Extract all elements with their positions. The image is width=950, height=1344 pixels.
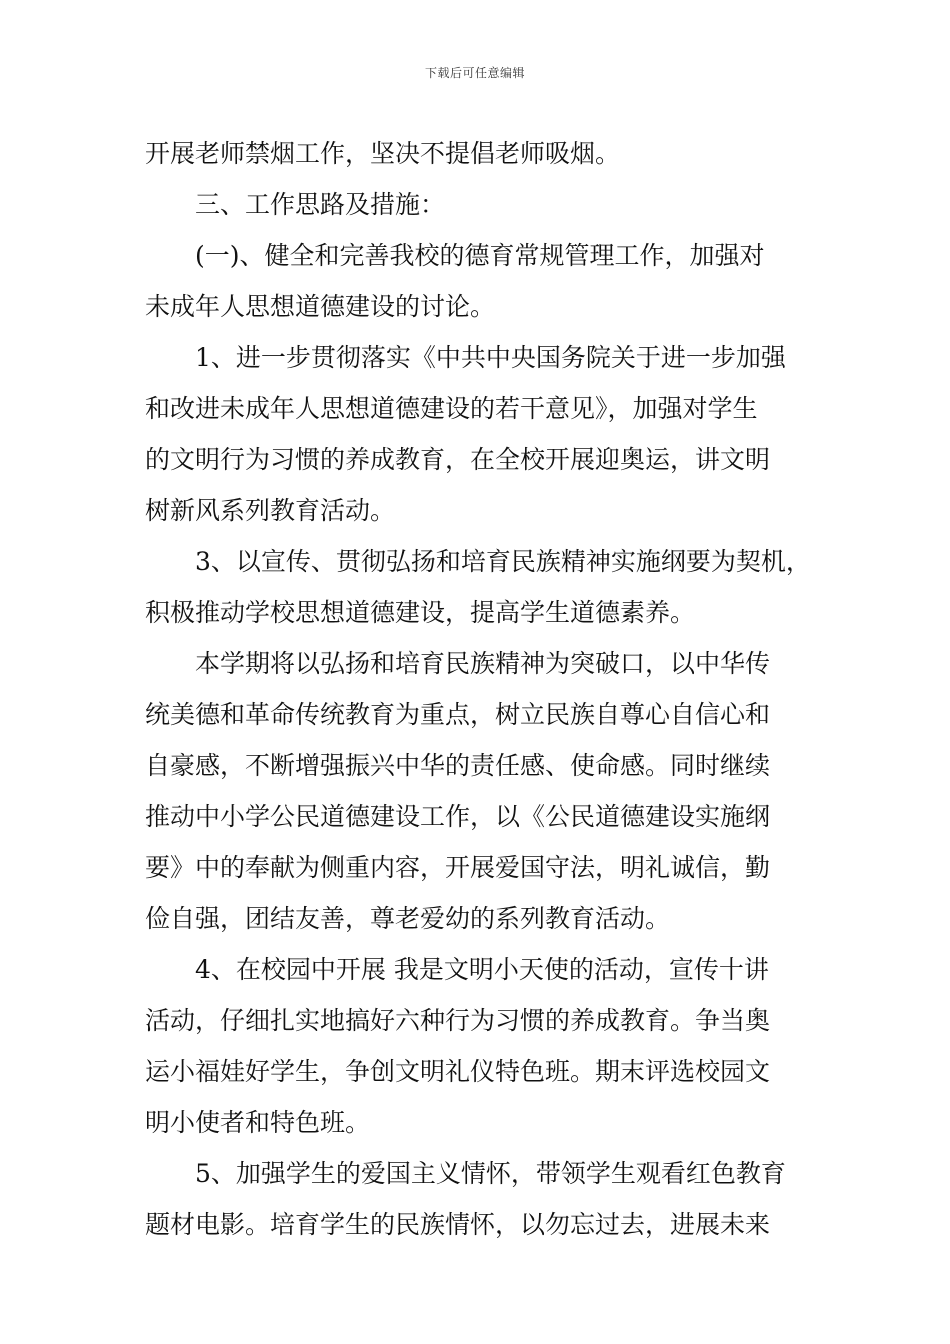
section-heading: 三、工作思路及措施： [195,190,446,219]
paragraph-line: 要》中的奉献为侧重内容，开展爱国守法，明礼诚信，勤 [145,853,771,882]
paragraph-line: 题材电影。培育学生的民族情怀，以勿忘过去，进展未来 [145,1210,771,1239]
paragraph-line: 自豪感，不断增强振兴中华的责任感、使命感。同时继续 [145,751,771,780]
paragraph-line: 未成年人思想道德建设的讨论。 [145,292,496,321]
paragraph-line: 推动中小学公民道德建设工作，以《公民道德建设实施纲 [145,802,771,831]
subsection-heading: (一)、健全和完善我校的德育常规管理工作，加强对 [195,241,765,270]
paragraph-line: 本学期将以弘扬和培育民族精神为突破口，以中华传 [195,649,771,678]
paragraph-line: 1、进一步贯彻落实《中共中央国务院关于进一步加强 [195,343,786,372]
paragraph-line: 明小使者和特色班。 [145,1108,371,1137]
paragraph-line: 积极推动学校思想道德建设，提高学生道德素养。 [145,598,696,627]
paragraph-line: 5、加强学生的爱国主义情怀，带领学生观看红色教育 [195,1159,786,1188]
paragraph-line: 开展老师禁烟工作，坚决不提倡老师吸烟。 [145,139,621,168]
paragraph-line: 3、以宣传、贯彻弘扬和培育民族精神实施纲要为契机， [195,547,811,576]
paragraph-line: 活动，仔细扎实地搞好六种行为习惯的养成教育。争当奥 [145,1006,771,1035]
paragraph-line: 的文明行为习惯的养成教育，在全校开展迎奥运，讲文明 [145,445,771,474]
paragraph-line: 统美德和革命传统教育为重点，树立民族自尊心自信心和 [145,700,771,729]
paragraph-line: 4、在校园中开展 我是文明小天使的活动，宣传十讲 [195,955,769,984]
document-body [145,128,815,1250]
paragraph-line: 俭自强，团结友善，尊老爱幼的系列教育活动。 [145,904,671,933]
page-header: 下载后可任意编辑 [424,66,525,80]
paragraph-line: 树新风系列教育活动。 [145,496,396,525]
paragraph-line: 运小福娃好学生，争创文明礼仪特色班。期末评选校园文 [145,1057,771,1086]
paragraph-line: 和改进未成年人思想道德建设的若干意见》，加强对学生 [145,394,758,423]
